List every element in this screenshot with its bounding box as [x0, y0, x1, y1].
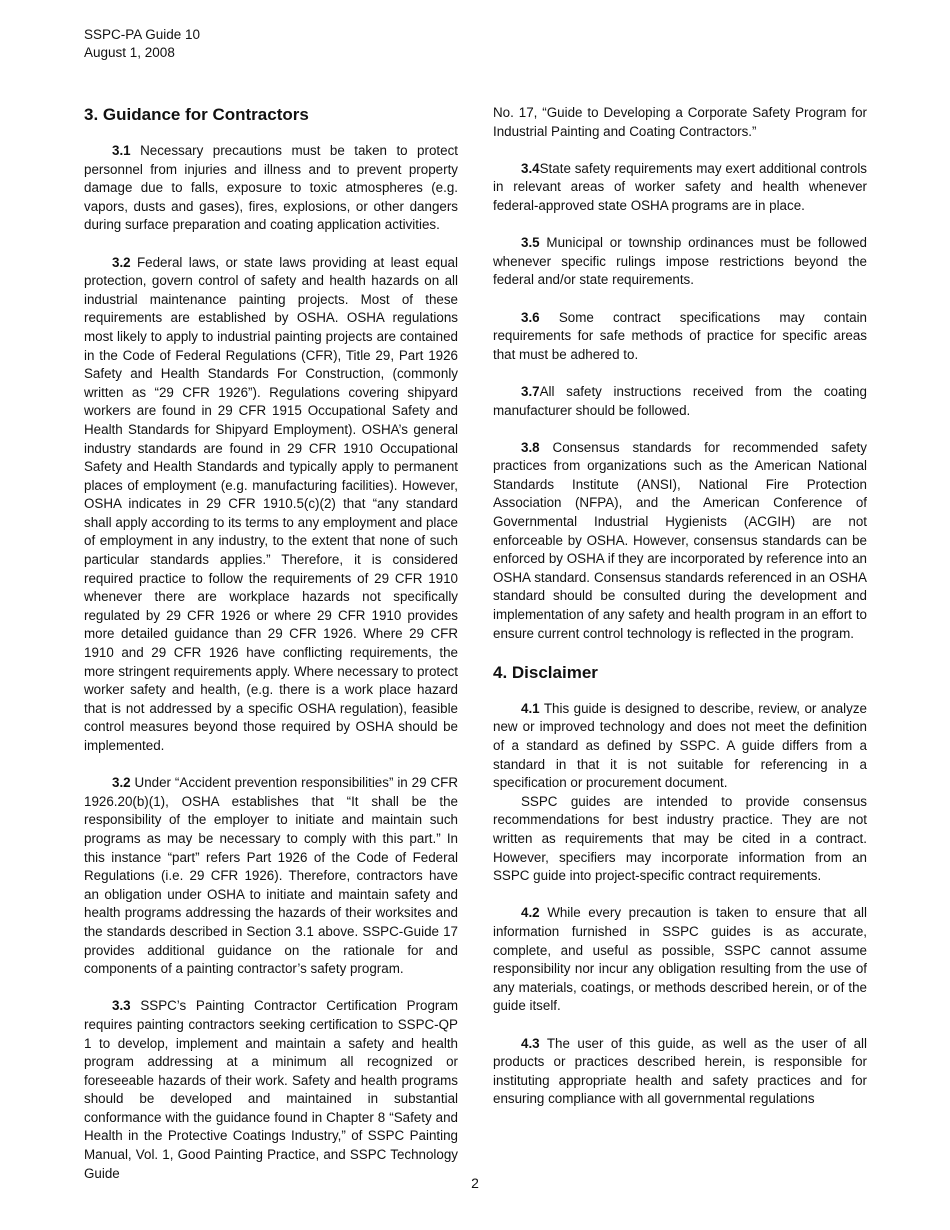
page-header — [84, 26, 200, 62]
paragraph-text: Necessary precautions must be taken to protect personnel from injuries and illness and to prevent property damage due to falls, exposure to toxic atmospheres (e.g. vapors, dusts and gases), fires, explosions, or other dangers during surface preparation and coating application activities. — [84, 143, 458, 233]
paragraph-text: State safety requirements may exert additional controls in relevant areas of worker safety and health whenever federal-approved state OSHA programs are in place. — [493, 160, 867, 213]
paragraph-3-2-accident-prevention — [84, 774, 458, 979]
paragraph-text: All safety instructions received from the coating manufacturer should be followed. — [493, 383, 867, 418]
paragraph-text: Under “Accident prevention responsibilities” in 29 CFR 1926.20(b)(1), OSHA establishes that “It shall be the responsibility of the employer to initiate and maintain such programs as may be necessary to comply with this part.” In this instance “part” refers Part 1926 of the Code of Federal Regulations (i.e. 29 CFR 1926). Therefore, contractors have an obligation under OSHA to initiate and maintain safety and health programs addressing the hazards of their worksites and the standards described in Section 3.1 above. SSPC-Guide 17 provides additional guidance on the rationale for and components of a painting contractor’s safety program. — [84, 775, 458, 977]
section-4-heading: 4. Disclaimer — [493, 662, 598, 682]
paragraph-3-4 — [493, 160, 867, 216]
document-id: SSPC-PA Guide 10 — [84, 27, 201, 42]
paragraph-3-1 — [84, 142, 458, 235]
paragraph-3-7 — [493, 383, 867, 420]
paragraph-text: Federal laws, or state laws providing at least equal protection, govern control of safety and health hazards on all industrial maintenance painting projects. Most of these requirements are established by OSHA. OSHA regulations most likely to apply to industrial painting projects are contained in the Code of Federal Regulations (CFR), Title 29, Part 1926 Safety and Health Standards For Construction, (commonly written as “29 CFR 1926”). Regulations covering shipyard workers are found in 29 CFR 1915 Occupational Safety and Health Standards for Shipyard Employment). OSHA’s general industry standards are found in 29 CFR 1910 Occupational Safety and Health Standards and typically apply to permanent places of employment (e.g. manufacturing facilities). However, OSHA indicates in 29 CFR 1910.5(c)(2) that “any standard shall apply according to its terms to any employment and place of employment in any industry, to the extent that none of such particular standards applies.” Therefore, it is considered required practice to follow the requirements of 29 CFR 1910 whenever there are workplace hazards not specifically regulated by 29 CFR 1926 or where 29 CFR 1910 provides more detailed guidance than 29 CFR 1926. Where 29 CFR 1910 and 29 CFR 1926 have conflicting requirements, the more stringent requirements apply. Where necessary to protect worker safety and health, (e.g. there is a work place hazard that is not addressed by a specific OSHA regulation), feasible control measures beyond those required by OSHA should be implemented. — [84, 254, 458, 753]
paragraph-3-2-federal-laws — [84, 254, 458, 756]
paragraph-number: 4.3 — [521, 1035, 540, 1051]
paragraph-3-8 — [493, 439, 867, 644]
paragraph-number: 3.3 — [112, 998, 131, 1014]
paragraph-3-3-continued: No. 17, “Guide to Developing a Corporate Safety Program for Industrial Painting and Coating Contractors.” — [493, 105, 867, 139]
right-column — [493, 104, 867, 1127]
paragraph-text: Some contract specifications may contain requirements for safe methods of practice for specific areas that must be adhered to. — [493, 309, 867, 362]
paragraph-number: 3.2 — [112, 254, 131, 270]
paragraph-number: 3.2 — [112, 775, 131, 791]
paragraph-4-3 — [493, 1035, 867, 1109]
paragraph-number: 3.5 — [521, 235, 540, 251]
paragraph-4-1-continued: SSPC guides are intended to provide consensus recommendations for best industry practice. They are not written as requirements that may be cited in a contract. However, specifiers may incorporate information from an SSPC guide into project-specific contract requirements. — [493, 793, 867, 884]
paragraph-text: While every precaution is taken to ensure that all information furnished in SSPC guides is as accurate, complete, and useful as possible, SSPC cannot assume responsibility nor incur any obligation resulting from the use of any materials, coatings, or methods described herein, or of the guide itself. — [493, 905, 867, 1014]
document-date: August 1, 2008 — [84, 45, 175, 60]
paragraph-3-3 — [84, 997, 458, 1183]
paragraph-number: 4.2 — [521, 905, 540, 921]
left-column — [84, 100, 458, 1183]
paragraph-number: 4.1 — [521, 700, 540, 716]
paragraph-number: 3.1 — [112, 143, 131, 158]
paragraph-text: This guide is designed to describe, review, or analyze new or improved technology and does not meet the definition of a standard as defined by SSPC. A guide differs from a standard in that it is not suitable for referencing in a specification or procurement document. — [493, 700, 867, 791]
paragraph-text: SSPC’s Painting Contractor Certification Program requires painting contractors seeking certification to SSPC-QP 1 to develop, implement and maintain a safety and health program addressing at a minimum all recognized or foreseeable hazards of their work. Safety and health programs should be developed and maintained in substantial conformance with the guidance found in Chapter 8 “Safety and Health in the Protective Coatings Industry,” of SSPC Painting Manual, Vol. 1, Good Painting Practice, and SSPC Technology Guide — [84, 998, 458, 1181]
paragraph-3-5 — [493, 234, 867, 290]
paragraph-number: 3.4 — [521, 160, 540, 176]
paragraph-text: The user of this guide, as well as the user of all products or practices described herein, is responsible for instituting appropriate health and safety practices and for ensuring compliance with all governmental regulations — [493, 1035, 867, 1107]
paragraph-4-2 — [493, 904, 867, 1016]
paragraph-number: 3.7 — [521, 383, 540, 399]
paragraph-text: Municipal or township ordinances must be followed whenever specific rulings impose restrictions beyond the federal and/or state requirements. — [493, 235, 867, 288]
page-number: 2 — [471, 1175, 479, 1191]
paragraph-number: 3.6 — [521, 309, 540, 325]
paragraph-3-6 — [493, 309, 867, 365]
paragraph-4-1 — [493, 700, 867, 793]
section-3-heading: 3. Guidance for Contractors — [84, 105, 309, 124]
paragraph-number: 3.8 — [521, 439, 540, 455]
paragraph-text: Consensus standards for recommended safety practices from organizations such as the American National Standards Institute (ANSI), National Fire Protection Association (NFPA), and the American Conference of Governmental Industrial Hygienists (ACGIH) are not enforceable by OSHA. However, consensus standards can be enforced by OSHA if they are incorporated by reference into an OSHA standard. Consensus standards referenced in an OSHA standard should be consulted during the development and implementation of any safety and health program in an effort to ensure current control technology is reflected in the program. — [493, 439, 867, 641]
